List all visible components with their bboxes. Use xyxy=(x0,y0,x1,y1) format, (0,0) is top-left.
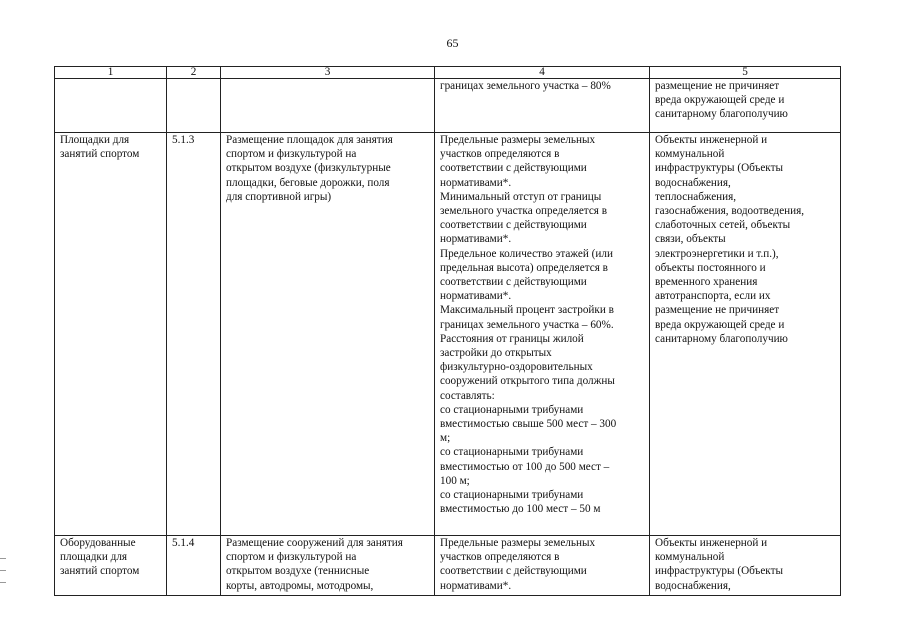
cell-text-line: нормативами*. xyxy=(440,290,512,303)
cell-text-line: для спортивной игры) xyxy=(226,190,332,203)
cell-text-line: Оборудованные xyxy=(60,537,136,549)
cell-text-line: земельного участка определяется в xyxy=(440,205,608,218)
cell-text-line: участков определяются в xyxy=(440,148,560,161)
header-cell: 4 xyxy=(435,67,650,79)
cell-text-line: занятий спортом xyxy=(60,148,140,161)
cell-text-line: открытом воздухе (теннисные xyxy=(226,565,370,578)
use-type-cell xyxy=(55,536,167,596)
cell-text-line: Расстояния от границы жилой xyxy=(440,332,584,345)
cell-text-line: нормативами*. xyxy=(440,579,512,592)
cell-text-line: нормативами*. xyxy=(440,176,512,189)
cell-text-line: соответствии с действующими xyxy=(440,162,587,175)
cell-text-line: занятий спортом xyxy=(60,565,140,578)
cell-text-line: площадки для xyxy=(60,551,128,564)
conditions-cell xyxy=(650,79,841,133)
cell-text-line: размещение не причиняет xyxy=(655,304,780,317)
cell-text-line: Объекты инженерной и xyxy=(655,537,768,549)
cell-text-line: составлять: xyxy=(440,389,495,402)
cell-text-line: застройки до открытых xyxy=(440,347,552,360)
parameters-cell xyxy=(435,133,650,536)
cell-text-line: сооружений открытого типа должны xyxy=(440,375,615,388)
cell-text-line: санитарному благополучию xyxy=(655,332,788,345)
cell-text-line: Минимальный отступ от границы xyxy=(440,190,602,203)
cell-text-line: со стационарными трибунами xyxy=(440,446,584,459)
parameters-cell xyxy=(435,536,650,596)
cell-text-line: площадки, беговые дорожки, поля xyxy=(226,176,390,189)
cell-text-line: коммунальной xyxy=(655,551,725,564)
cell-text-line: теплоснабжения, xyxy=(655,190,737,203)
cell-text-line: соответствии с действующими xyxy=(440,565,587,578)
scan-edge-mark xyxy=(0,582,6,583)
cell-text-line: водоснабжения, xyxy=(655,579,731,592)
cell-text-line: коммунальной xyxy=(655,148,725,161)
cell-text-line: газоснабжения, водоотведения, xyxy=(655,205,805,218)
use-type-cell xyxy=(55,79,167,133)
cell-text-line: вместимостью свыше 500 мест – 300 xyxy=(440,418,617,431)
use-type-cell xyxy=(55,133,167,536)
cell-text-line: Размещение сооружений для занятия xyxy=(226,537,403,549)
cell-text-line: со стационарными трибунами xyxy=(440,403,584,416)
description-cell xyxy=(221,536,435,596)
table-row xyxy=(55,79,841,133)
cell-text-line: соответствии с действующими xyxy=(440,219,587,232)
cell-text-line: вреда окружающей среде и xyxy=(655,318,785,331)
cell-text-line: 100 м; xyxy=(440,474,470,487)
scan-edge-mark xyxy=(0,570,6,571)
header-cell: 2 xyxy=(167,67,221,79)
cell-text-line: предельная высота) определяется в xyxy=(440,261,608,274)
cell-text-line: физкультурно-оздоровительных xyxy=(440,361,593,374)
description-cell xyxy=(221,79,435,133)
cell-text-line: электроэнергетики и т.п.), xyxy=(655,247,779,260)
cell-text-line: Площадки для xyxy=(60,134,130,146)
conditions-cell xyxy=(650,536,841,596)
table-row xyxy=(55,133,841,536)
cell-text-line: границах земельного участка – 60%. xyxy=(440,318,614,331)
table-row xyxy=(55,536,841,596)
cell-text-line: участков определяются в xyxy=(440,551,560,564)
cell-text-line: инфраструктуры (Объекты xyxy=(655,565,784,578)
cell-text-line: Предельные размеры земельных xyxy=(440,134,596,146)
code-cell xyxy=(167,79,221,133)
cell-text-line: корты, автодромы, мотодромы, xyxy=(226,579,374,592)
cell-text-line: спортом и физкультурой на xyxy=(226,551,357,564)
cell-text-line: санитарному благополучию xyxy=(655,108,788,121)
cell-text-line: нормативами*. xyxy=(440,233,512,246)
land-use-table xyxy=(54,66,841,596)
cell-text-line: Предельные размеры земельных xyxy=(440,537,596,549)
cell-text-line: со стационарными трибунами xyxy=(440,489,584,502)
cell-text-line: слаботочных сетей, объекты xyxy=(655,219,791,232)
cell-text-line: вреда окружающей среде и xyxy=(655,94,785,107)
cell-text-line: открытом воздухе (физкультурные xyxy=(226,162,391,175)
description-cell xyxy=(221,133,435,536)
cell-text-line: Максимальный процент застройки в xyxy=(440,304,614,317)
header-cell: 1 xyxy=(55,67,167,79)
cell-text-line: объекты постоянного и xyxy=(655,261,766,274)
cell-text-line: м; xyxy=(440,432,451,445)
cell-text-line: инфраструктуры (Объекты xyxy=(655,162,784,175)
conditions-cell xyxy=(650,133,841,536)
header-cell: 3 xyxy=(221,67,435,79)
cell-text-line: соответствии с действующими xyxy=(440,276,587,289)
cell-text-line: Размещение площадок для занятия xyxy=(226,134,393,146)
cell-text-line: временного хранения xyxy=(655,276,758,289)
cell-text-line: автотранспорта, если их xyxy=(655,290,771,303)
cell-text-line: Предельное количество этажей (или xyxy=(440,247,613,260)
cell-text-line: спортом и физкультурой на xyxy=(226,148,357,161)
header-cell: 5 xyxy=(650,67,841,79)
cell-text-line: границах земельного участка – 80% xyxy=(440,80,611,92)
cell-text-line: водоснабжения, xyxy=(655,176,731,189)
scan-edge-mark xyxy=(0,558,6,559)
cell-text-line: Объекты инженерной и xyxy=(655,134,768,146)
code-cell: 5.1.4 xyxy=(167,536,221,596)
cell-text-line: связи, объекты xyxy=(655,233,726,246)
page-number: 65 xyxy=(446,36,459,50)
table-header-row xyxy=(55,67,841,79)
cell-text-line: размещение не причиняет xyxy=(655,80,780,92)
parameters-cell xyxy=(435,79,650,133)
cell-text-line: вместимостью до 100 мест – 50 м xyxy=(440,503,601,516)
cell-text-line: вместимостью от 100 до 500 мест – xyxy=(440,460,610,473)
code-cell: 5.1.3 xyxy=(167,133,221,536)
